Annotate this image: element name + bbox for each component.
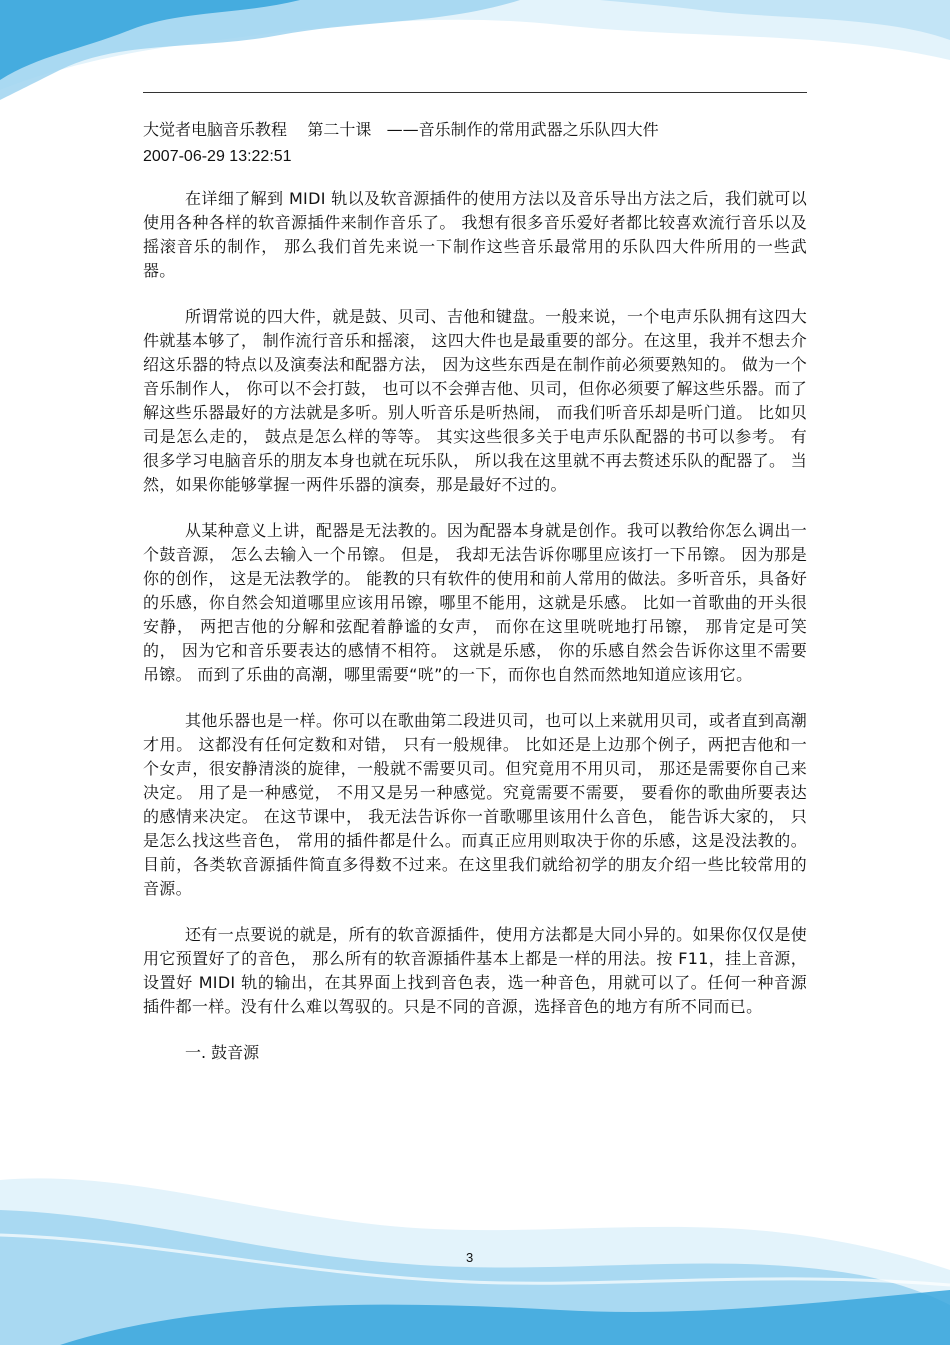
paragraph: 从某种意义上讲，配器是无法教的。因为配器本身就是创作。我可以教给你怎么调出一个鼓音源， 怎么去输入一个吊镲。 但是， 我却无法告诉你哪里应该打一下吊镲。 因为那是你的创作， 这是无法教学的。 能教的只有软件的使用和前人常用的做法。多听音乐，具备好的乐感，你自然会知道哪里应该用吊镲，哪里不能用，这就是乐感。 比如一首歌曲的开头很安静， 两把吉他的分解和弦配着静谧的女声， 而你在这里咣咣地打吊镲， 那肯定是可笑的， 因为它和音乐要表达的感情不相符。 这就是乐感， 你的乐感自然会告诉你这里不需要吊镲。 而到了乐曲的高潮，哪里需要“咣”的一下，而你也自然而然地知道应该用它。 [143, 521, 807, 684]
lesson-title: 大觉者电脑音乐教程 第二十课 ——音乐制作的常用武器之乐队四大件 [143, 120, 659, 139]
header-rule [143, 92, 807, 93]
post-date: 2007-06-29 13:22:51 [143, 148, 292, 165]
page-number: 3 [466, 1250, 474, 1265]
paragraph: 在详细了解到 MIDI 轨以及软音源插件的使用方法以及音乐导出方法之后，我们就可以使用各种各样的软音源插件来制作音乐了。 我想有很多音乐爱好者都比较喜欢流行音乐以及摇滚音乐的制作， 那么我们首先来说一下制作这些音乐最常用的乐队四大件所用的一些武器。 [143, 189, 807, 280]
paragraph: 其他乐器也是一样。你可以在歌曲第二段进贝司，也可以上来就用贝司，或者直到高潮才用。 这都没有任何定数和对错， 只有一般规律。 比如还是上边那个例子，两把吉他和一个女声，很安静清淡的旋律，一般就不需要贝司。但究竟用不用贝司， 那还是需要你自己来决定。 用了是一种感觉， 不用又是另一种感觉。究竟需要不需要， 要看你的歌曲所要表达的感情来决定。 在这节课中， 我无法告诉你一首歌哪里该用什么音色， 能告诉大家的， 只是怎么找这些音色， 常用的插件都是什么。而真正应用则取决于你的乐感，这是没法教的。目前，各类软音源插件简直多得数不过来。在这里我们就给初学的朋友介绍一些比较常用的音源。 [143, 711, 807, 898]
section-heading: 一. 鼓音源 [185, 1043, 260, 1062]
paragraph: 还有一点要说的就是，所有的软音源插件，使用方法都是大同小异的。如果你仅仅是使用它预置好了的音色， 那么所有的软音源插件基本上都是一样的用法。按 F11，挂上音源，设置好 MIDI 轨的输出，在其界面上找到音色表，选一种音色，用就可以了。任何一种音源插件都一样。没有什么难以驾驭的。只是不同的音源，选择音色的地方有所不同而已。 [143, 925, 807, 1016]
paragraph: 所谓常说的四大件，就是鼓、贝司、吉他和键盘。一般来说，一个电声乐队拥有这四大件就基本够了， 制作流行音乐和摇滚， 这四大件也是最重要的部分。在这里，我并不想去介绍这乐器的特点以及演奏法和配器方法， 因为这些东西是在制作前必须要熟知的。 做为一个音乐制作人， 你可以不会打鼓， 也可以不会弹吉他、贝司，但你必须要了解这些乐器。而了解这些乐器最好的方法就是多听。别人听音乐是听热闹， 而我们听音乐却是听门道。 比如贝司是怎么走的， 鼓点是怎么样的等等。 其实这些很多关于电声乐队配器的书可以参考。 有很多学习电脑音乐的朋友本身也就在玩乐队， 所以我在这里就不再去赘述乐队的配器了。 当然，如果你能够掌握一两件乐器的演奏，那是最好不过的。 [143, 307, 807, 494]
article-body [143, 187, 807, 1065]
